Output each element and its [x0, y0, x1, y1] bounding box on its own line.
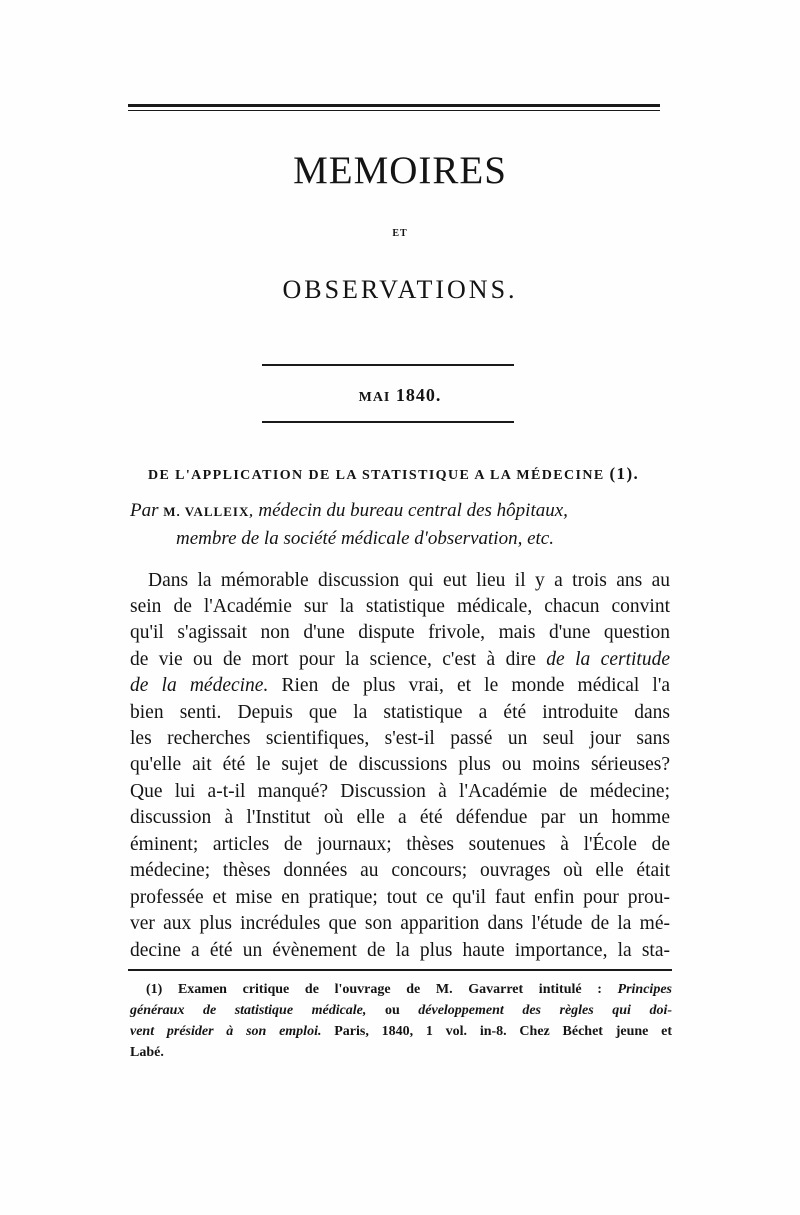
top-rule-thick: [128, 104, 660, 107]
footnote-italic-text: généraux de statistique médicale,: [130, 1003, 367, 1018]
issue-date: [0, 385, 800, 406]
body-line: ver aux plus incrédules que son apparition dans l'étude de la mé-: [130, 913, 670, 934]
article-title-text: DE L'APPLICATION DE LA STATISTIQUE A LA MÉDECINE: [148, 468, 605, 483]
footnote-italic-text: Principes: [617, 982, 672, 997]
body-line: éminent; articles de journaux; thèses soutenues à l'École de: [130, 834, 670, 855]
footnote-italic-text: développement des règles qui doi-: [418, 1003, 672, 1018]
issue-month: MAI: [358, 390, 391, 405]
section-subtitle: OBSERVATIONS.: [282, 275, 518, 304]
body-line: médecine; thèses données au concours; ouvrages où elle était: [130, 860, 670, 881]
body-line: discussion à l'Institut où elle a été défendue par un homme: [130, 807, 670, 828]
footnote-text: ou: [384, 1003, 400, 1018]
body-line: bien senti. Depuis que la statistique a été introduite dans: [130, 702, 670, 723]
footnote-line: [130, 1003, 672, 1019]
body-line: qu'elle ait été le sujet de discussions plus ou moins sérieuses?: [130, 754, 670, 775]
body-italic-text: de la médecine.: [130, 675, 269, 696]
article-byline-continued: membre de la société médicale d'observation, etc.: [176, 528, 554, 549]
date-rule-bottom: [262, 421, 514, 423]
byline-prefix: Par: [130, 500, 159, 521]
body-text: Rien de plus vrai, et le monde médical l'a: [281, 675, 670, 696]
top-rule-thin: [128, 110, 660, 111]
article-title: [148, 464, 688, 484]
footnote-line: Labé.: [130, 1045, 164, 1060]
footnote-rule: [128, 969, 672, 971]
article-byline: [130, 500, 670, 522]
body-line: les recherches scientifiques, s'est-il passé un seul jour sans: [130, 728, 670, 749]
footnote-line: [146, 982, 672, 998]
body-line: decine a été un évènement de la plus haute importance, la sta-: [130, 940, 670, 961]
body-line: Dans la mémorable discussion qui eut lieu il y a trois ans au: [148, 570, 670, 591]
body-text: de vie ou de mort pour la science, c'est à dire: [130, 649, 536, 670]
body-line: professée et mise en pratique; tout ce qu'il faut enfin pour prou-: [130, 887, 670, 908]
footnote-italic-text: vent présider à son emploi.: [130, 1024, 322, 1039]
footnote-text: Paris, 1840, 1 vol. in-8. Chez Béchet jeune et: [334, 1024, 673, 1039]
body-line: [130, 675, 670, 697]
article-note-ref: (1).: [609, 464, 640, 483]
footnote-text: (1) Examen critique de l'ouvrage de M. Gavarret intitulé :: [146, 982, 602, 997]
byline-role-1: médecin du bureau central des hôpitaux,: [258, 500, 568, 521]
body-line: Que lui a-t-il manqué? Discussion à l'Académie de médecine;: [130, 781, 670, 802]
body-line: sein de l'Académie sur la statistique médicale, chacun convint: [130, 596, 670, 617]
body-line: qu'il s'agissait non d'une dispute frivole, mais d'une question: [130, 622, 670, 643]
byline-author: M. VALLEIX,: [163, 504, 254, 519]
footnote-line: [130, 1024, 672, 1040]
body-line: [130, 649, 670, 671]
section-title: MEMOIRES: [293, 149, 507, 192]
issue-year: 1840.: [395, 385, 442, 405]
date-rule-top: [262, 364, 514, 366]
section-title-conjunction: ET: [392, 228, 408, 239]
body-italic-text: de la certitude: [546, 649, 670, 670]
